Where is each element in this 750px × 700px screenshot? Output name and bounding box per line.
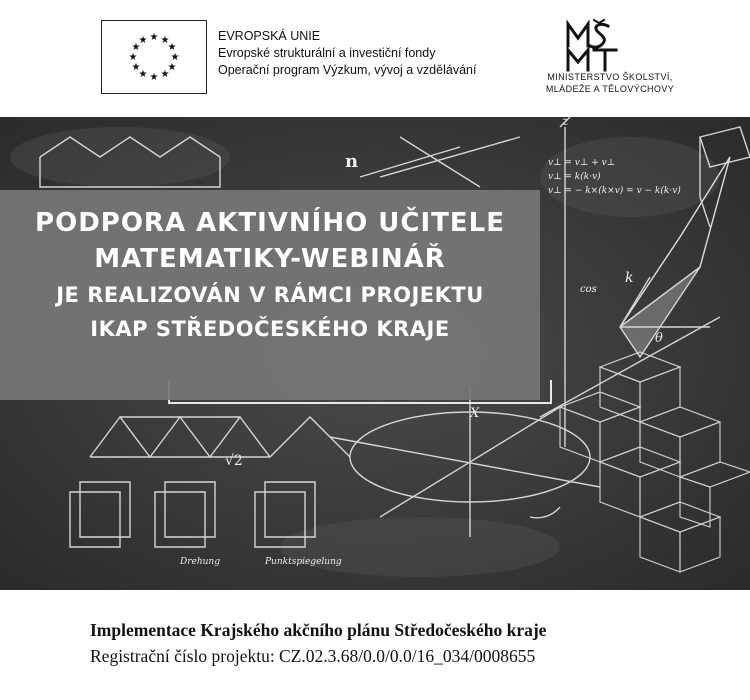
svg-text:★: ★ [131,62,141,73]
svg-text:★: ★ [167,42,177,53]
svg-text:★: ★ [149,72,159,83]
eu-line2: Evropské strukturální a investiční fondy [218,46,436,60]
svg-text:★: ★ [131,42,141,53]
registration-number: Registrační číslo projektu: CZ.02.3.68/0.0/0.0/16_034/0008655 [90,646,536,666]
subtitle-line-2: IKAP STŘEDOČESKÉHO KRAJE [90,317,450,341]
msmt-name-line1: MINISTERSTVO ŠKOLSTVÍ, [547,72,673,82]
label-drehung: Drehung [180,557,220,567]
svg-text:★: ★ [138,35,148,46]
eu-stars-icon [102,21,206,93]
svg-text:★: ★ [149,32,159,43]
eu-line3: Operační program Výzkum, vývoj a vzdělávání [218,63,477,77]
eu-line1: EVROPSKÁ UNIE [218,29,321,43]
label-x: X [470,406,480,421]
svg-text:★: ★ [167,62,177,73]
label-cos: cos [580,284,597,295]
footer [0,590,750,700]
label-sqrt2: √2 [225,453,243,469]
svg-text:★: ★ [170,52,180,63]
msmt-logo [540,18,680,102]
formula-2: v⊥ = k(k·v) [548,172,601,182]
svg-text:★: ★ [128,52,138,63]
project-title: Implementace Krajského akčního plánu Středočeského kraje [90,620,547,640]
msmt-mark-icon [564,18,620,72]
svg-text:★: ★ [160,69,170,80]
label-n: n [345,151,359,172]
label-theta: θ [655,331,663,346]
label-k: k [625,270,634,286]
formula-1: v⊥ = v⊥ + v⊥ [548,158,616,168]
header [0,0,750,117]
eu-text-block [218,28,476,79]
title-line-2: MATEMATIKY-WEBINÁŘ [94,244,446,274]
eu-flag-logo [101,20,207,94]
formula-3: v⊥ = − k×(k×v) = v − k(k·v) [548,186,681,196]
title-line-1: PODPORA AKTIVNÍHO UČITELE [35,208,505,238]
label-z: z [562,117,569,128]
svg-text:★: ★ [160,35,170,46]
subtitle-line-1: JE REALIZOVÁN V RÁMCI PROJEKTU [56,283,484,307]
svg-text:★: ★ [138,69,148,80]
label-punktspiegelung: Punktspiegelung [265,557,342,567]
msmt-name-line2: MLÁDEŽE A TĚLOVÝCHOVY [545,84,675,94]
